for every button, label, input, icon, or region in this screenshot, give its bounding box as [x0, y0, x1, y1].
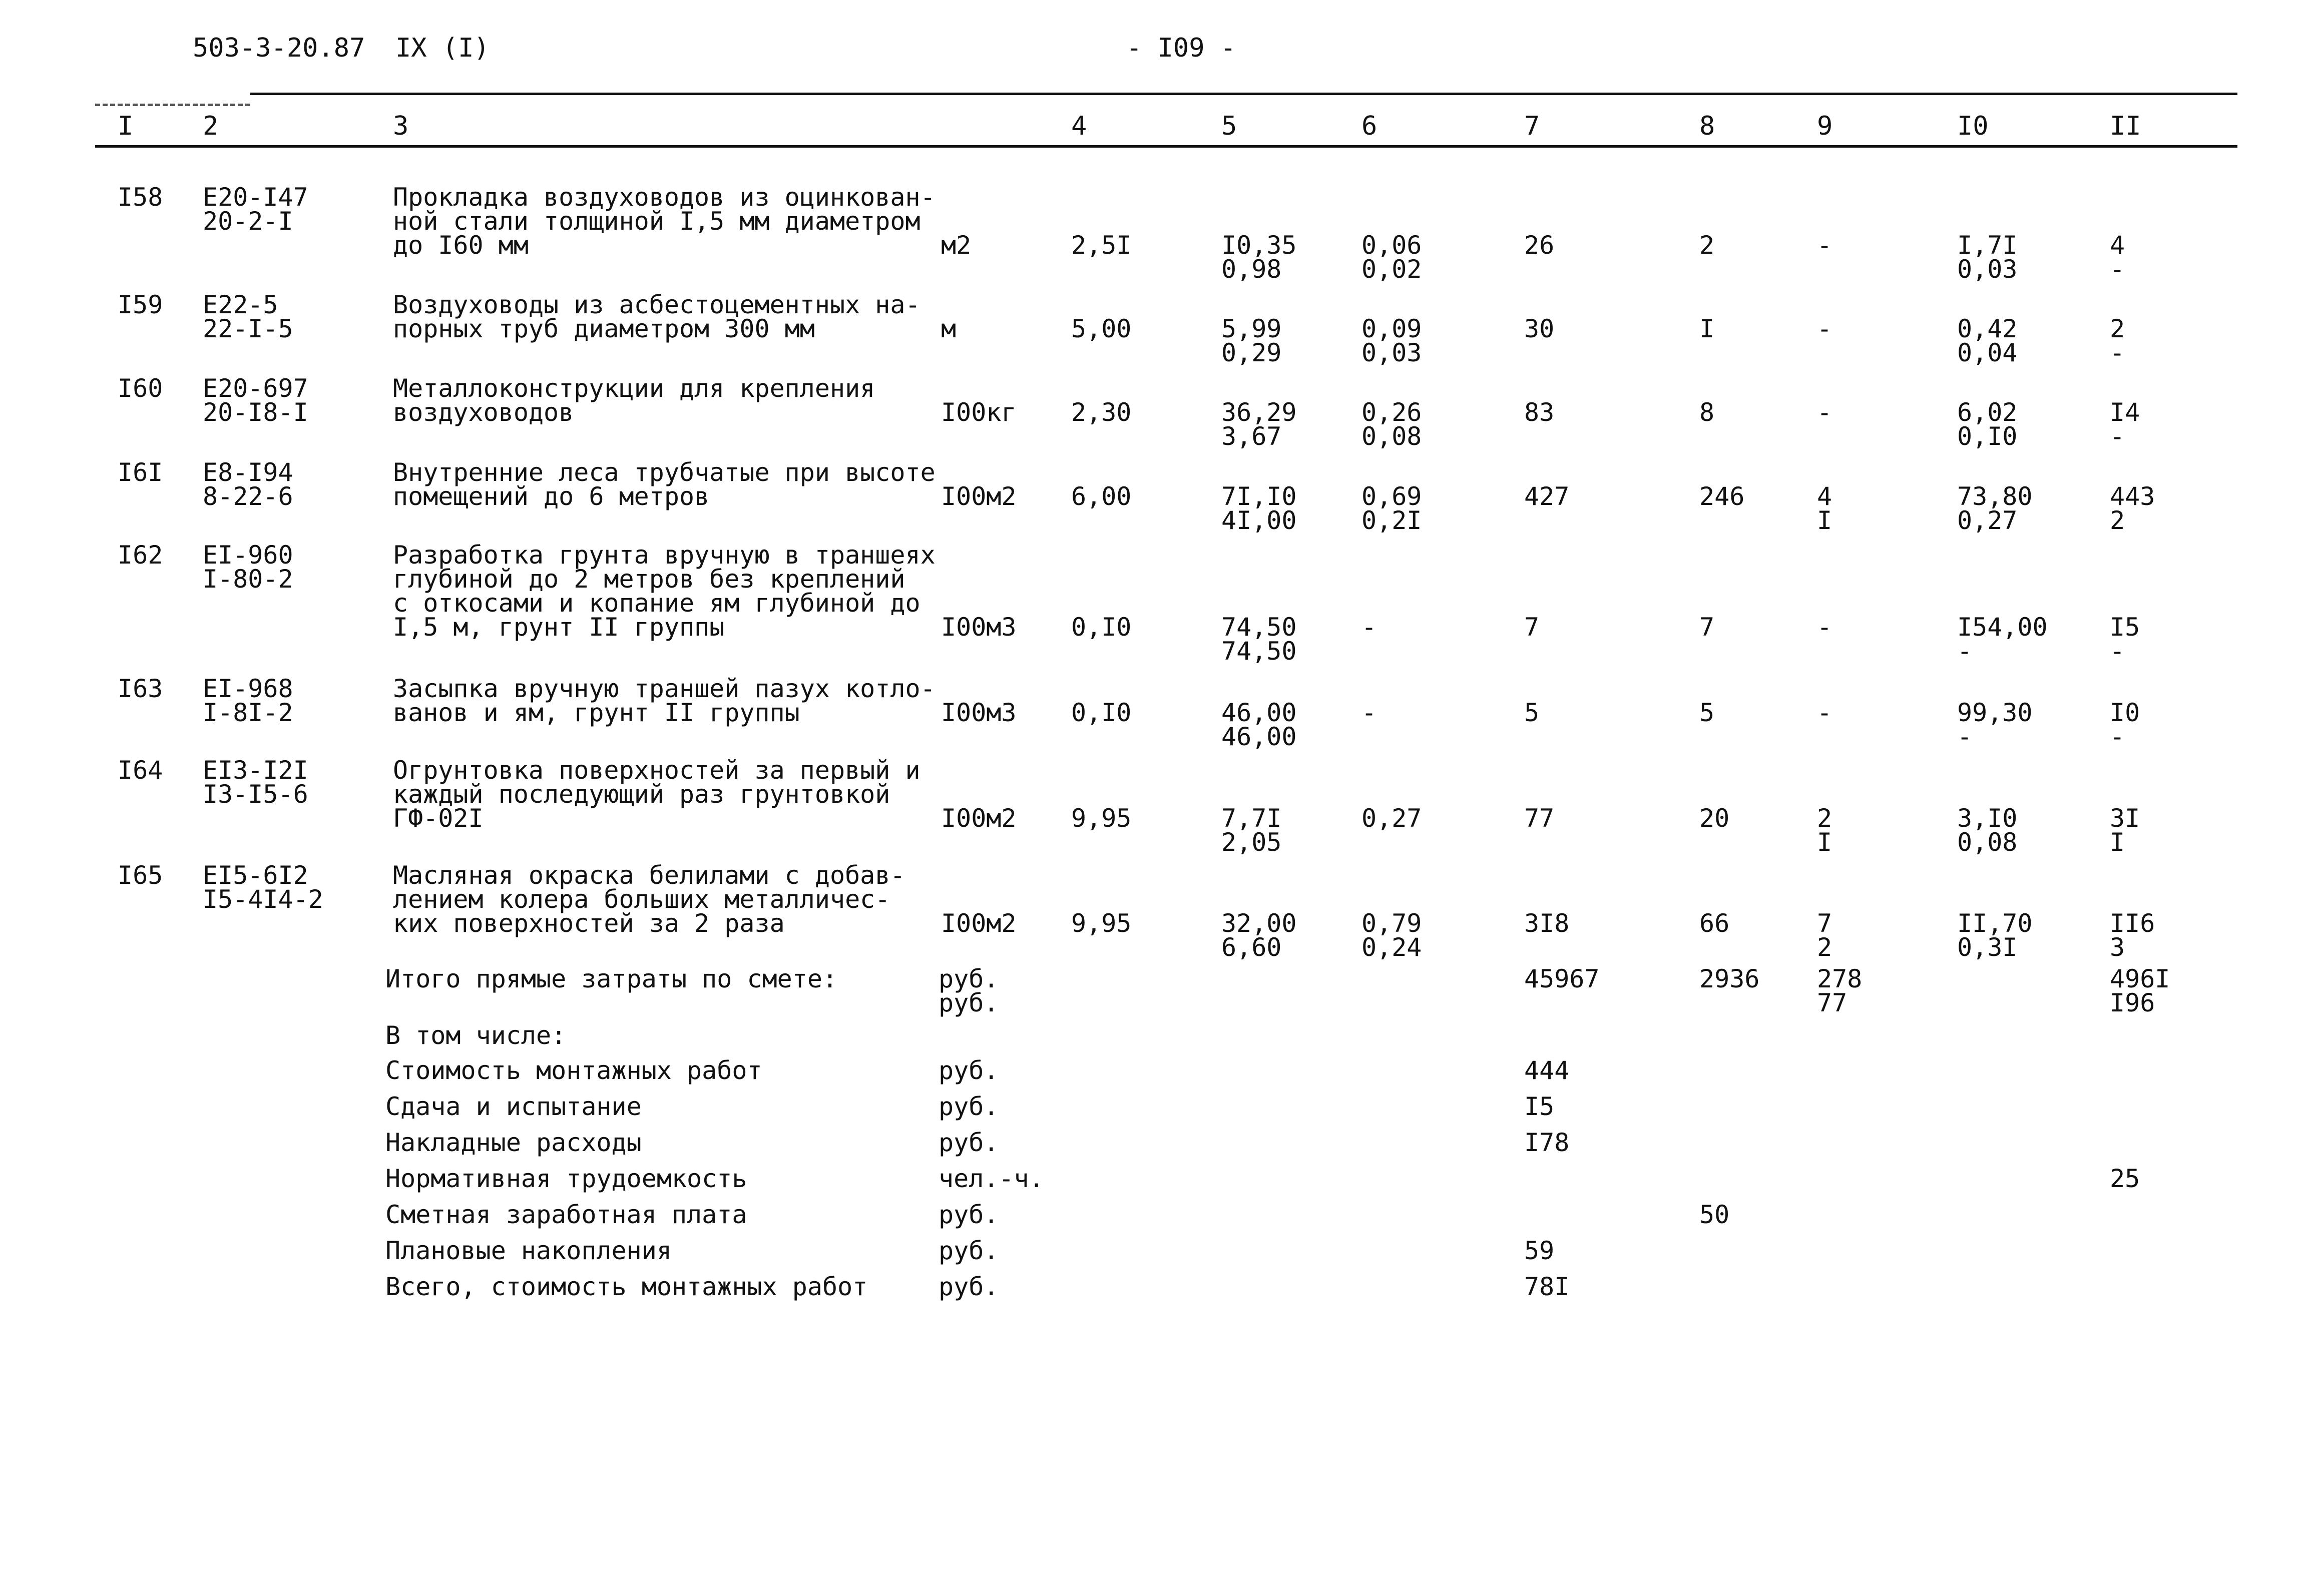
column-header-4: 4 — [1071, 111, 1087, 141]
quantity: 2,30 — [1071, 398, 1132, 427]
work-description: Прокладка воздуховодов из оцинкован- ной стали толщиной I,5 мм диаметром до I60 мм — [393, 183, 936, 260]
total-line-col7: I5 — [1524, 1092, 1555, 1121]
quantity: 9,95 — [1071, 909, 1132, 938]
col9-sub: 2 — [1817, 933, 1832, 962]
col8-value: 7 — [1699, 613, 1715, 642]
col10-value: II,70 — [1957, 909, 2033, 938]
column-header-2: 2 — [203, 111, 219, 141]
total-line-col7: I78 — [1524, 1128, 1570, 1157]
col8-value: 8 — [1699, 398, 1715, 427]
col10-value: 0,42 — [1957, 314, 2018, 343]
total-line-unit: руб. — [939, 1200, 999, 1229]
total-line-unit: руб. — [939, 1056, 999, 1085]
rate-code: E20-I47 — [203, 183, 308, 212]
row-number: I63 — [118, 674, 163, 703]
row-number: I65 — [118, 861, 163, 890]
column-header-9: 9 — [1817, 111, 1833, 141]
rate-code: EI-968 — [203, 674, 293, 703]
row-number: I59 — [118, 290, 163, 319]
rate-code: E8-I94 — [203, 458, 293, 487]
total-line-col7: 444 — [1524, 1056, 1570, 1085]
col5-value: 32,00 — [1221, 909, 1297, 938]
col6-value: 0,06 — [1361, 231, 1422, 260]
col10-sub: 0,27 — [1957, 506, 2018, 535]
col10-value: 6,02 — [1957, 398, 2018, 427]
col11-sub: - — [2110, 722, 2125, 751]
page-number: - I09 - — [1126, 33, 1236, 63]
col10-value: I,7I — [1957, 231, 2018, 260]
total-line-col11: 25 — [2110, 1164, 2140, 1193]
total-line-label: Нормативная трудоемкость — [385, 1164, 747, 1193]
unit: I00м2 — [941, 482, 1017, 511]
quantity: 0,I0 — [1071, 698, 1132, 727]
total-line-label: Накладные расходы — [385, 1128, 642, 1157]
column-header-7: 7 — [1524, 111, 1540, 141]
quantity: 5,00 — [1071, 314, 1132, 343]
col7-value: 77 — [1524, 804, 1555, 833]
col6-value: 0,27 — [1361, 804, 1422, 833]
col11-value: I4 — [2110, 398, 2140, 427]
work-description: Воздуховоды из асбестоцементных на- порных труб диаметром 300 мм — [393, 290, 920, 343]
rate-code-sub: I5-4I4-2 — [203, 885, 323, 914]
total-line-label: Всего, стоимость монтажных работ — [385, 1272, 868, 1301]
col5-sub: 4I,00 — [1221, 506, 1297, 535]
col5-value: 46,00 — [1221, 698, 1297, 727]
total-line-label: Плановые накопления — [385, 1236, 672, 1265]
col8-value: 20 — [1699, 804, 1730, 833]
col9-value: - — [1817, 314, 1832, 343]
col8-value: 5 — [1699, 698, 1715, 727]
rate-code-sub: 8-22-6 — [203, 482, 293, 511]
rate-code: EI5-6I2 — [203, 861, 308, 890]
direct-costs-col7: 45967 — [1524, 964, 1600, 993]
direct-costs-col11-sub: I96 — [2110, 988, 2155, 1017]
unit: I00м2 — [941, 804, 1017, 833]
unit: м — [941, 314, 957, 343]
row-number: I58 — [118, 183, 163, 212]
total-line-unit: чел.-ч. — [939, 1164, 1044, 1193]
col10-sub: - — [1957, 722, 1973, 751]
rate-code-sub: 20-2-I — [203, 207, 293, 236]
top-rule-dashed — [95, 104, 250, 106]
col10-sub: 0,04 — [1957, 338, 2018, 367]
col10-sub: 0,08 — [1957, 828, 2018, 857]
direct-costs-col9-sub: 77 — [1817, 988, 1848, 1017]
col7-value: 83 — [1524, 398, 1555, 427]
rate-code: EI3-I2I — [203, 756, 308, 785]
direct-costs-col8: 2936 — [1699, 964, 1760, 993]
col8-value: 66 — [1699, 909, 1730, 938]
row-number: I60 — [118, 374, 163, 403]
work-description: Внутренние леса трубчатые при высоте помещений до 6 метров — [393, 458, 936, 511]
col11-sub: - — [2110, 422, 2125, 451]
col5-sub: 74,50 — [1221, 637, 1297, 666]
total-line-unit: руб. — [939, 1236, 999, 1265]
column-header-10: I0 — [1957, 111, 1989, 141]
total-line-unit: руб. — [939, 1092, 999, 1121]
col11-value: 4 — [2110, 231, 2125, 260]
col5-value: 7,7I — [1221, 804, 1282, 833]
col5-sub: 46,00 — [1221, 722, 1297, 751]
col10-value: 99,30 — [1957, 698, 2033, 727]
col11-sub: - — [2110, 637, 2125, 666]
quantity: 2,5I — [1071, 231, 1132, 260]
col8-value: 246 — [1699, 482, 1745, 511]
col8-value: I — [1699, 314, 1715, 343]
direct-costs-col9: 278 — [1817, 964, 1863, 993]
col11-value: 443 — [2110, 482, 2155, 511]
direct-costs-unit: руб. — [939, 964, 999, 993]
rate-code-sub: I-8I-2 — [203, 698, 293, 727]
column-header-6: 6 — [1361, 111, 1377, 141]
total-line-unit: руб. — [939, 1128, 999, 1157]
col9-sub: I — [1817, 506, 1832, 535]
col9-value: - — [1817, 613, 1832, 642]
col6-value: 0,26 — [1361, 398, 1422, 427]
quantity: 9,95 — [1071, 804, 1132, 833]
work-description: Металлоконструкции для крепления воздуховодов — [393, 374, 875, 427]
col7-value: 427 — [1524, 482, 1570, 511]
col11-sub: I — [2110, 828, 2125, 857]
col10-sub: - — [1957, 637, 1973, 666]
direct-costs-unit-sub: руб. — [939, 988, 999, 1017]
col10-sub: 0,I0 — [1957, 422, 2018, 451]
rate-code-sub: 22-I-5 — [203, 314, 293, 343]
col10-sub: 0,03 — [1957, 255, 2018, 284]
col9-value: 7 — [1817, 909, 1832, 938]
col6-value: 0,09 — [1361, 314, 1422, 343]
top-rule — [250, 93, 2237, 95]
col11-sub: 2 — [2110, 506, 2125, 535]
col11-value: 2 — [2110, 314, 2125, 343]
column-header-11: II — [2110, 111, 2141, 141]
col6-sub: 0,02 — [1361, 255, 1422, 284]
including-label: В том числе: — [385, 1021, 567, 1050]
col5-sub: 6,60 — [1221, 933, 1282, 962]
row-number: I62 — [118, 541, 163, 570]
col7-value: 7 — [1524, 613, 1540, 642]
col5-sub: 0,29 — [1221, 338, 1282, 367]
rate-code-sub: I-80-2 — [203, 565, 293, 594]
quantity: 6,00 — [1071, 482, 1132, 511]
total-line-label: Сдача и испытание — [385, 1092, 642, 1121]
unit: I00м3 — [941, 613, 1017, 642]
col10-value: I54,00 — [1957, 613, 2048, 642]
row-number: I64 — [118, 756, 163, 785]
total-line-col7: 59 — [1524, 1236, 1555, 1265]
rate-code: EI-960 — [203, 541, 293, 570]
col6-value: - — [1361, 613, 1377, 642]
col7-value: 30 — [1524, 314, 1555, 343]
work-description: Масляная окраска белилами с добав- лением колера больших металличес- ких поверхностей за 2 раза — [393, 861, 905, 938]
col5-sub: 2,05 — [1221, 828, 1282, 857]
col9-value: - — [1817, 231, 1832, 260]
col6-value: 0,79 — [1361, 909, 1422, 938]
document-code: 503-3-20.87 — [193, 33, 365, 63]
col9-value: 2 — [1817, 804, 1832, 833]
unit: м2 — [941, 231, 972, 260]
col5-sub: 0,98 — [1221, 255, 1282, 284]
col5-value: 7I,I0 — [1221, 482, 1297, 511]
col9-value: 4 — [1817, 482, 1832, 511]
total-line-unit: руб. — [939, 1272, 999, 1301]
col9-sub: I — [1817, 828, 1832, 857]
col5-value: 36,29 — [1221, 398, 1297, 427]
col11-value: 3I — [2110, 804, 2140, 833]
col7-value: 26 — [1524, 231, 1555, 260]
column-header-3: 3 — [393, 111, 409, 141]
col5-value: 5,99 — [1221, 314, 1282, 343]
work-description: Огрунтовка поверхностей за первый и каждый последующий раз грунтовкой ГФ-02I — [393, 756, 920, 833]
direct-costs-label: Итого прямые затраты по смете: — [385, 964, 838, 993]
col7-value: 5 — [1524, 698, 1540, 727]
col11-sub: - — [2110, 255, 2125, 284]
col9-value: - — [1817, 698, 1832, 727]
rate-code-sub: 20-I8-I — [203, 398, 308, 427]
col11-value: I0 — [2110, 698, 2140, 727]
work-description: Засыпка вручную траншей пазух котло- ванов и ям, грунт II группы — [393, 674, 936, 727]
column-header-8: 8 — [1699, 111, 1715, 141]
col6-sub: 0,2I — [1361, 506, 1422, 535]
col6-value: 0,69 — [1361, 482, 1422, 511]
total-line-col8: 50 — [1699, 1200, 1730, 1229]
col5-value: I0,35 — [1221, 231, 1297, 260]
direct-costs-col11: 496I — [2110, 964, 2170, 993]
total-line-col7: 78I — [1524, 1272, 1570, 1301]
col11-value: I5 — [2110, 613, 2140, 642]
unit: I00кг — [941, 398, 1017, 427]
column-header-5: 5 — [1221, 111, 1237, 141]
col8-value: 2 — [1699, 231, 1715, 260]
rate-code: E22-5 — [203, 290, 278, 319]
col11-value: II6 — [2110, 909, 2155, 938]
row-number: I6I — [118, 458, 163, 487]
rate-code-sub: I3-I5-6 — [203, 780, 308, 809]
col10-value: 73,80 — [1957, 482, 2033, 511]
header-bottom-rule — [95, 145, 2237, 148]
col6-value: - — [1361, 698, 1377, 727]
col11-sub: - — [2110, 338, 2125, 367]
col10-sub: 0,3I — [1957, 933, 2018, 962]
col9-value: - — [1817, 398, 1832, 427]
col5-value: 74,50 — [1221, 613, 1297, 642]
column-header-1: I — [118, 111, 134, 141]
total-line-label: Стоимость монтажных работ — [385, 1056, 762, 1085]
unit: I00м2 — [941, 909, 1017, 938]
total-line-label: Сметная заработная плата — [385, 1200, 747, 1229]
col5-sub: 3,67 — [1221, 422, 1282, 451]
document-section: IX (I) — [395, 33, 490, 63]
unit: I00м3 — [941, 698, 1017, 727]
col6-sub: 0,03 — [1361, 338, 1422, 367]
col6-sub: 0,08 — [1361, 422, 1422, 451]
quantity: 0,I0 — [1071, 613, 1132, 642]
col10-value: 3,I0 — [1957, 804, 2018, 833]
col11-sub: 3 — [2110, 933, 2125, 962]
col7-value: 3I8 — [1524, 909, 1570, 938]
work-description: Разработка грунта вручную в траншеях глубиной до 2 метров без креплений с откосами и копание ям глубиной до I,5 м, грунт II группы — [393, 541, 936, 642]
col6-sub: 0,24 — [1361, 933, 1422, 962]
rate-code: E20-697 — [203, 374, 308, 403]
